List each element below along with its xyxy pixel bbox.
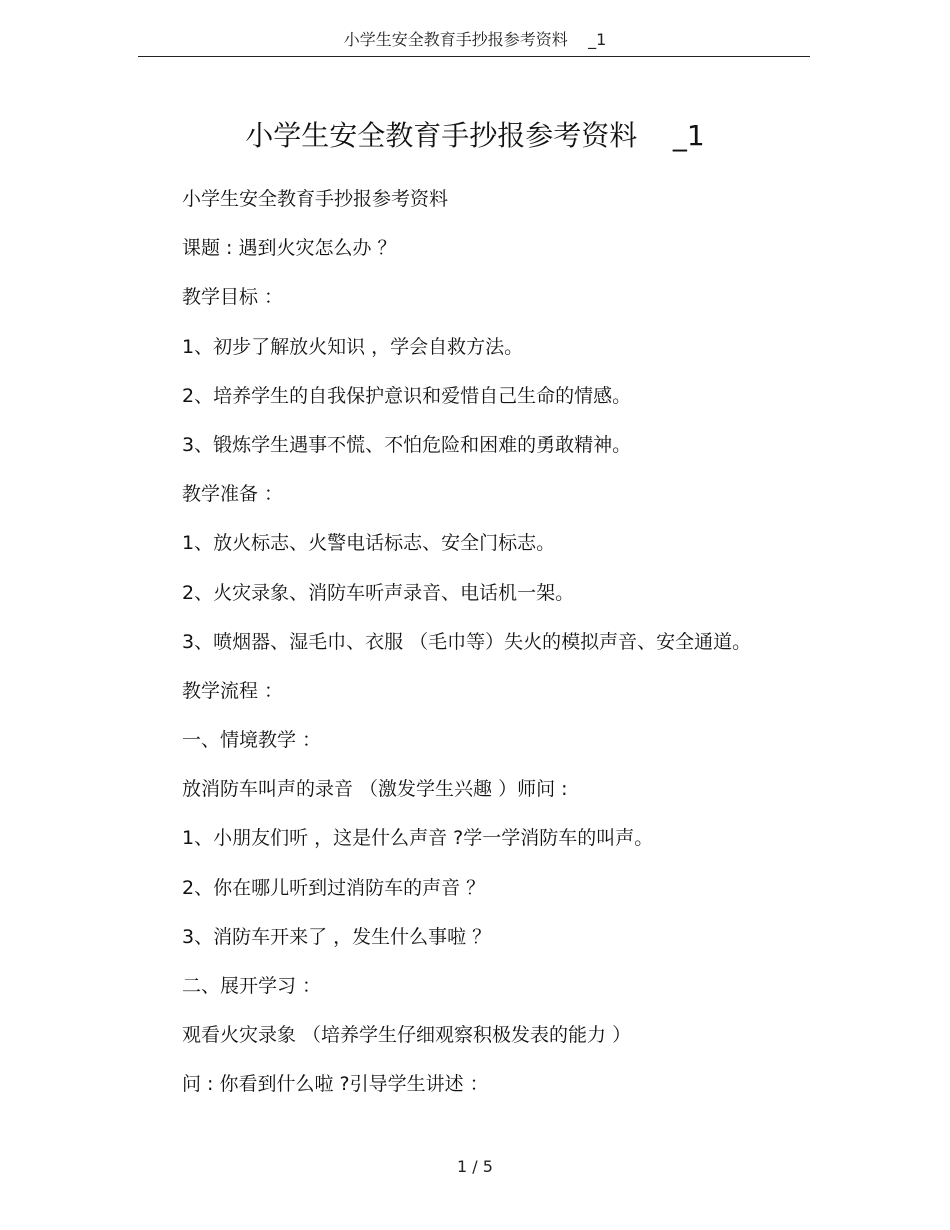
paragraph: 1、小朋友们听 ，这是什么声音 ?学一学消防车的叫声。 (182, 827, 654, 850)
paragraph: 放消防车叫声的录音 （激发学生兴趣 ）师问 : (182, 778, 568, 801)
paragraph: 问 : 你看到什么啦 ?引导学生讲述 ： (182, 1073, 489, 1096)
paragraph: 二、展开学习 ： (182, 975, 322, 997)
document-body (182, 184, 802, 1119)
header-rule (138, 56, 810, 57)
paragraph: 小学生安全教育手抄报参考资料 (182, 188, 449, 210)
page-number: 1 / 5 (457, 1157, 493, 1176)
paragraph: 1、放火标志、火警电话标志、安全门标志。 (182, 532, 556, 555)
paragraph: 2、培养学生的自我保护意识和爱惜自己生命的情感。 (182, 384, 632, 407)
paragraph: 1、初步了解放火知识 ，学会自救方法。 (182, 335, 524, 358)
paragraph: 教学准备 ： (182, 483, 284, 506)
paragraph: 观看火灾录象 （培养学生仔细观察积极发表的能力 ） (182, 1024, 632, 1047)
running-header: 小学生安全教育手抄报参考资料 _1 (343, 30, 607, 49)
paragraph: 一、情境教学 ： (182, 729, 322, 752)
paragraph: 教学流程 ： (182, 679, 284, 702)
paragraph: 3、喷烟器、湿毛巾、衣服 （毛巾等）失火的模拟声音、安全通道。 (182, 630, 752, 653)
paragraph: 教学目标 ： (182, 286, 284, 309)
paragraph: 3、消防车开来了 ，发生什么事啦 ？ (182, 925, 492, 948)
paragraph: 2、火灾录象、消防车听声录音、电话机一架。 (182, 581, 575, 604)
paragraph: 2、你在哪儿听到过消防车的声音 ？ (182, 876, 486, 899)
paragraph: 3、锻炼学生遇事不慌、不怕危险和困难的勇敢精神。 (182, 433, 632, 456)
paragraph: 课题 : 遇到火灾怎么办 ？ (182, 237, 397, 260)
document-title: 小学生安全教育手抄报参考资料 _1 (245, 119, 705, 152)
